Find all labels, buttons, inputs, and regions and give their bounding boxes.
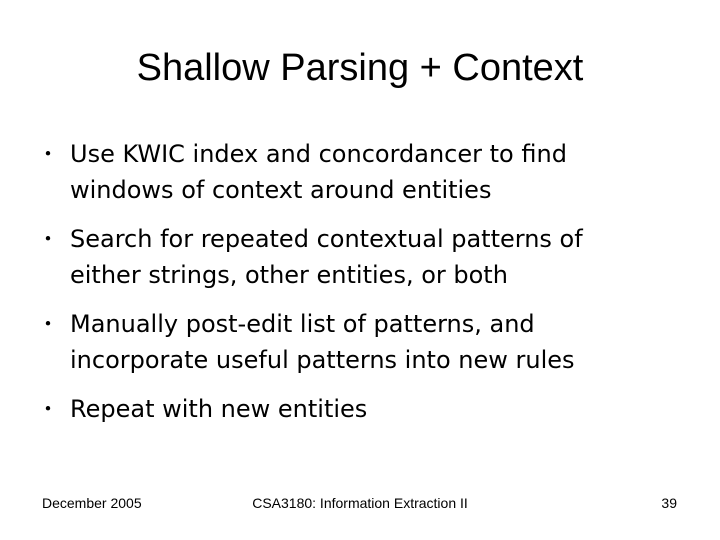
- bullet-text-line: Use KWIC index and concordancer to find: [70, 140, 567, 168]
- bullet-item: [36, 391, 696, 427]
- footer-course: CSA3180: Information Extraction II: [252, 495, 468, 511]
- bullet-marker: ・: [36, 225, 60, 253]
- slide-number: 39: [661, 495, 677, 511]
- bullet-item: [36, 136, 696, 208]
- bullet-item: [36, 306, 696, 378]
- bullet-text-line: Search for repeated contextual patterns of: [70, 225, 583, 253]
- bullet-marker: ・: [36, 395, 60, 423]
- bullet-marker: ・: [36, 310, 60, 338]
- bullet-text-line: incorporate useful patterns into new rules: [70, 346, 575, 374]
- slide-title: Shallow Parsing + Context: [136, 47, 584, 89]
- bullet-text-line: either strings, other entities, or both: [70, 261, 508, 289]
- bullet-text-line: Repeat with new entities: [70, 395, 368, 423]
- bullet-marker: ・: [36, 140, 60, 168]
- bullet-list: [36, 136, 696, 427]
- bullet-item: [36, 221, 696, 293]
- bullet-text-line: Manually post-edit list of patterns, and: [70, 310, 535, 338]
- footer-date: December 2005: [42, 495, 142, 511]
- bullet-text-line: windows of context around entities: [70, 176, 492, 204]
